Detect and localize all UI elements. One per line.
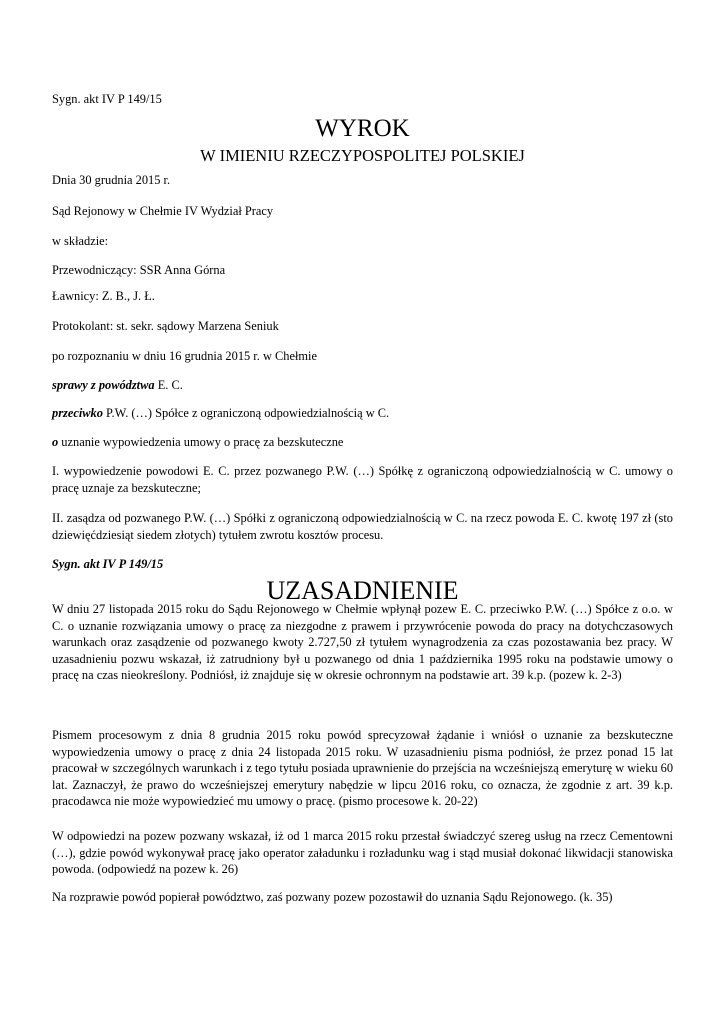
verdict-title: WYROK [315, 115, 410, 142]
case-subject-line [52, 377, 183, 394]
subject-value: uznanie wypowiedzenia umowy o pracę za bezskuteczne [58, 435, 344, 449]
case-label: sprawy z powództwa [52, 378, 155, 392]
court-clerk: Protokolant: st. sekr. sądowy Marzena Seniuk [52, 319, 279, 333]
case-number: Sygn. akt IV P 149/15 [52, 92, 162, 106]
lay-judges: Ławnicy: Z. B., J. Ł. [52, 289, 155, 303]
claim-subject-line [52, 434, 343, 451]
presiding-judge: Przewodniczący: SSR Anna Górna [52, 263, 226, 277]
subject-label: o [52, 435, 59, 449]
verdict-point-2: II. zasądza od pozwanego P.W. (…) Spółki z ograniczoną odpowiedzialnością w C. na rzecz powoda E. C. kwotę 197 zł (sto dziewięćdziesiąt siedem złotych) tytułem zwrotu kosztów procesu. [52, 511, 673, 542]
defendant-line [52, 405, 389, 422]
verdict-date: Dnia 30 grudnia 2015 r. [52, 173, 171, 187]
justification-paragraph: W dniu 27 listopada 2015 roku do Sądu Rejonowego w Chełmie wpłynął pozew E. C. przeciwko P.W. (…) Spółce z o.o. w C. o uznanie rozwiązania umowy o pracę za niezgodne z prawem i przywrócenie powoda do pracy na dotychczasowych warunkach oraz zasądzenie od pozwanego kwoty 2.727,50 zł tytułem wynagrodzenia za czas pozostawania bez pracy. W uzasadnieniu pozwu wskazał, iż zatrudniony był u pozwanego od dnia 1 października 1995 roku na podstawie umowy o pracę na czas nieokreślony. Podniósł, iż znajduje się w okresie ochronnym na podstawie art. 39 k.p. (pozew k. 2-3) [52, 602, 673, 683]
justification-paragraph: Pismem procesowym z dnia 8 grudnia 2015 roku powód sprecyzował żądanie i wniósł o uznanie za bezskuteczne wypowiedzenia umowy o pracę z dnia 24 listopada 2015 roku. W uzasadnieniu pisma podniósł, że przez ponad 15 lat pracował w szczególnych warunkach i z tego tytułu posiada uprawnienie do przejścia na wcześniejszą emeryturę w wieku 60 lat. Zaznaczył, że prawo do wcześniejszej emerytury nabędzie w lipcu 2016 roku, co oznacza, że zgodnie z art. 39 k.p. pracodawca nie może wypowiedzieć mu umowy o pracę. (pismo procesowe k. 20-22) [52, 728, 674, 809]
composition-label: w składzie: [52, 234, 109, 248]
hearing-info: po rozpoznaniu w dniu 16 grudnia 2015 r. w Chełmie [52, 349, 317, 363]
case-value: E. C. [154, 378, 183, 392]
justification-paragraph: Na rozprawie powód popierał powództwo, zaś pozwany pozew pozostawił do uznania Sądu Rejonowego. (k. 35) [52, 890, 613, 904]
justification-case-number: Sygn. akt IV P 149/15 [52, 557, 164, 571]
document-page [52, 0, 673, 1024]
verdict-subtitle: W IMIENIU RZECZYPOSPOLITEJ POLSKIEJ [200, 146, 525, 165]
court-name: Sąd Rejonowy w Chełmie IV Wydział Pracy [52, 204, 274, 218]
verdict-point-1: I. wypowiedzenie powodowi E. C. przez pozwanego P.W. (…) Spółkę z ograniczoną odpowiedzialnością w C. umowy o pracę uznaje za bezskuteczne; [52, 464, 673, 495]
justification-paragraph: W odpowiedzi na pozew pozwany wskazał, iż od 1 marca 2015 roku przestał świadczyć szereg usług na rzecz Cementowni (…), gdzie powód wykonywał pracę jako operator załadunku i rozładunku wag i stąd musiał dokonać likwidacji stanowiska powoda. (odpowiedź na pozew k. 26) [52, 829, 673, 877]
against-value: P.W. (…) Spółce z ograniczoną odpowiedzialnością w C. [102, 406, 390, 420]
justification-title: UZASADNIENIE [266, 576, 459, 605]
against-label: przeciwko [52, 406, 103, 420]
